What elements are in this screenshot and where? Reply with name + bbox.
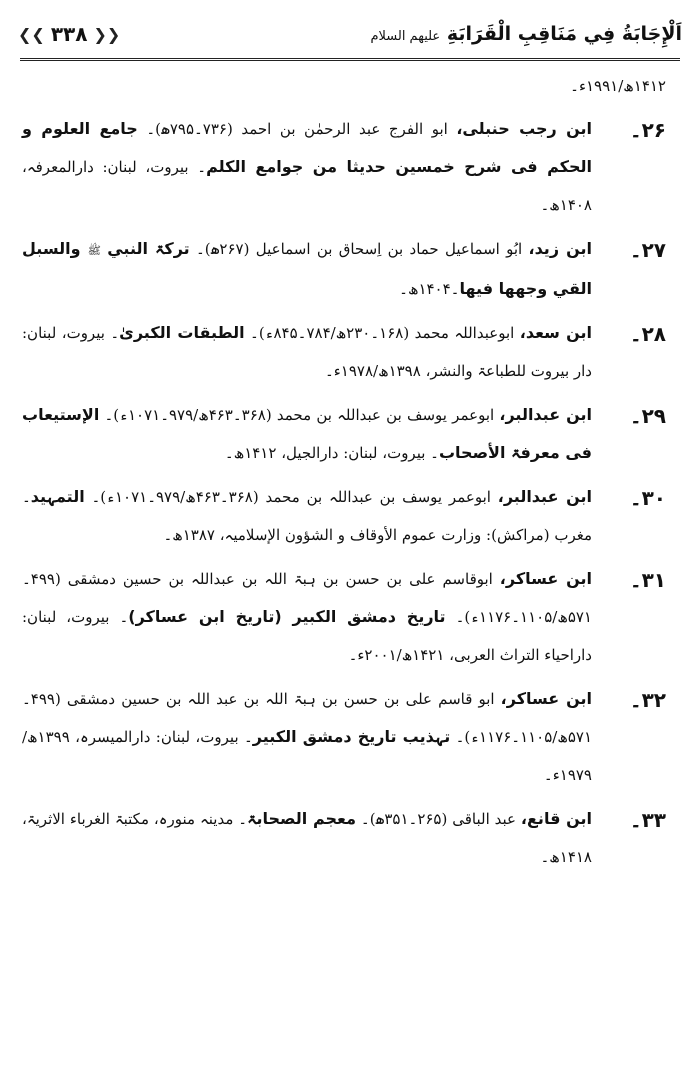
entry-number: ۳۳۔: [629, 808, 666, 832]
entry-details: ابو قاسم علی بن حسن بن ہبۃ اللہ بن عبد اللہ بن حسین دمشقی (۴۹۹۔۵۷۱ھ/۱۱۰۵۔۱۱۷۶ء)۔: [22, 690, 592, 746]
page-number-box: [18, 22, 120, 46]
entry-publication: ۔ بیروت، لبنان: داراحیاء التراث العربی، ۱۴۲۱ھ/۲۰۰۱ء۔: [22, 608, 592, 664]
entry-title: جامع العلوم و الحکم فی شرح خمسین حدیثا من جوامع الکلم: [22, 119, 593, 176]
entry-title: معجم الصحابۃ: [247, 809, 356, 828]
entry-title-cont: والسبل القي وجهها فیها: [22, 239, 592, 298]
entry-author: ابن رجب حنبلی،: [456, 119, 593, 138]
entry-number: ۳۲۔: [629, 688, 666, 712]
entry-details: عبد الباقی (۲۶۵۔۳۵۱ھ)۔: [356, 810, 521, 828]
entry-number: ۳۰۔: [629, 486, 666, 510]
book-title: اَلْإِجَابَةُ فِي مَنَاقِبِ الْقَرَابَةِ: [446, 23, 682, 45]
entry-details: ابوقاسم علی بن حسن بن ہبۃ اللہ بن عبداللہ بن حسین دمشقی (۴۹۹۔۵۷۱ھ/۱۱۰۵۔۱۱۷۶ء)۔: [22, 570, 592, 626]
entry-number: ۲۹۔: [629, 404, 666, 428]
entry-publication: ۔ بیروت، لبنان: دارالجیل، ۱۴۱۲ھ۔: [224, 444, 439, 462]
bibliography-list: [22, 70, 678, 882]
entry-text: [22, 110, 592, 224]
entry-title: ترکۃ النبي: [107, 239, 190, 258]
entry-publication: ۔ مدینہ منورہ، مکتبۃ الغرباء الاثریۃ، ۱۴۱۸ھ۔: [22, 810, 592, 866]
entry-publication: ۔ بیروت، لبنان: دار بیروت للطباعۃ والنشر، ۱۳۹۸ھ/۱۹۷۸ء۔: [22, 324, 592, 380]
entry-title: تاریخ دمشق الکبیر (تاریخ ابن عساکر): [128, 607, 446, 626]
entry-text: [22, 800, 592, 876]
entry-author: ابن سعد،: [519, 323, 593, 342]
continuation-line: ۱۴۱۲ھ/۱۹۹۱ء۔: [570, 77, 666, 95]
entry-text: [22, 478, 592, 554]
header-rule: [20, 58, 680, 64]
entry-publication: ۔ مغرب (مراکش): وزارت عموم الأوقاف و الشؤون الإسلامیہ، ۱۳۸۷ھ۔: [22, 488, 592, 544]
bibliography-entry: [22, 110, 678, 224]
entry-publication: ۔ بیروت، لبنان: دارالمیسرہ، ۱۳۹۹ھ/۱۹۷۹ء۔: [22, 728, 592, 784]
ornament-right-icon: ❯❯: [93, 24, 121, 44]
salutation-icon: ﷺ: [87, 244, 101, 257]
entry-text: [22, 230, 592, 308]
entry-author: ابن عبدالبر،: [497, 487, 593, 506]
bibliography-entry: [22, 230, 678, 308]
page-number: ۳۳۸: [50, 22, 88, 46]
bibliography-entry: [22, 396, 678, 472]
entry-author: ابن زید،: [528, 239, 593, 258]
entry-details: ابوعمر یوسف بن عبداللہ بن محمد (۳۶۸۔۴۶۳ھ/۹۷۹۔۱۰۷۱ء)۔: [84, 488, 498, 506]
entry-details: ابوعمر یوسف بن عبداللہ بن محمد (۳۶۸۔۴۶۳ھ/۹۷۹۔۱۰۷۱ء)۔: [99, 406, 500, 424]
entry-author: ابن قانع،: [520, 809, 593, 828]
entry-details: ابو الفرج عبد الرحمٰن بن احمد (۷۳۶۔۷۹۵ھ)۔: [137, 120, 457, 138]
entry-number: ۲۷۔: [629, 238, 666, 262]
entry-title: تہذیب تاریخ دمشق الکبیر: [252, 727, 451, 746]
entry-title: الإستیعاب فی معرفۃ الأصحاب: [22, 405, 592, 462]
entry-author: ابن عساکر،: [500, 689, 592, 708]
entry-author: ابن عساکر،: [499, 569, 593, 588]
entry-author: ابن عبدالبر،: [499, 405, 593, 424]
entry-title: الطبقات الکبریٰ: [119, 323, 245, 342]
entry-text: [22, 314, 592, 390]
bibliography-entry: [22, 314, 678, 390]
entry-publication: ۔۱۴۰۴ھ۔: [399, 280, 460, 298]
entry-publication: ۔ بیروت، لبنان: دارالمعرفہ، ۱۴۰۸ھ۔: [22, 158, 592, 214]
entry-details: ابُو اسماعیل حماد بن اِسحاق بن اسماعیل (۲۶۷ھ)۔: [189, 240, 529, 258]
entry-text: [22, 680, 592, 794]
bibliography-entry: [22, 800, 678, 876]
title-honorific: علیھم السلام: [370, 29, 441, 44]
entry-number: ۲۶۔: [629, 118, 666, 142]
entry-number: ۳۱۔: [629, 568, 666, 592]
entry-details: ابوعبداللہ محمد (۱۶۸۔۲۳۰ھ/۷۸۴۔۸۴۵ء)۔: [244, 324, 520, 342]
bibliography-entry: [22, 560, 678, 674]
entry-text: [22, 396, 592, 472]
entry-number: ۲۸۔: [629, 322, 666, 346]
ornament-left-icon: ❮❮: [18, 24, 45, 44]
page-header: [18, 14, 682, 54]
entry-title: التمہید: [30, 487, 85, 506]
bibliography-entry: [22, 680, 678, 794]
bibliography-entry: [22, 478, 678, 554]
running-title: [370, 23, 682, 45]
entry-text: [22, 560, 592, 674]
